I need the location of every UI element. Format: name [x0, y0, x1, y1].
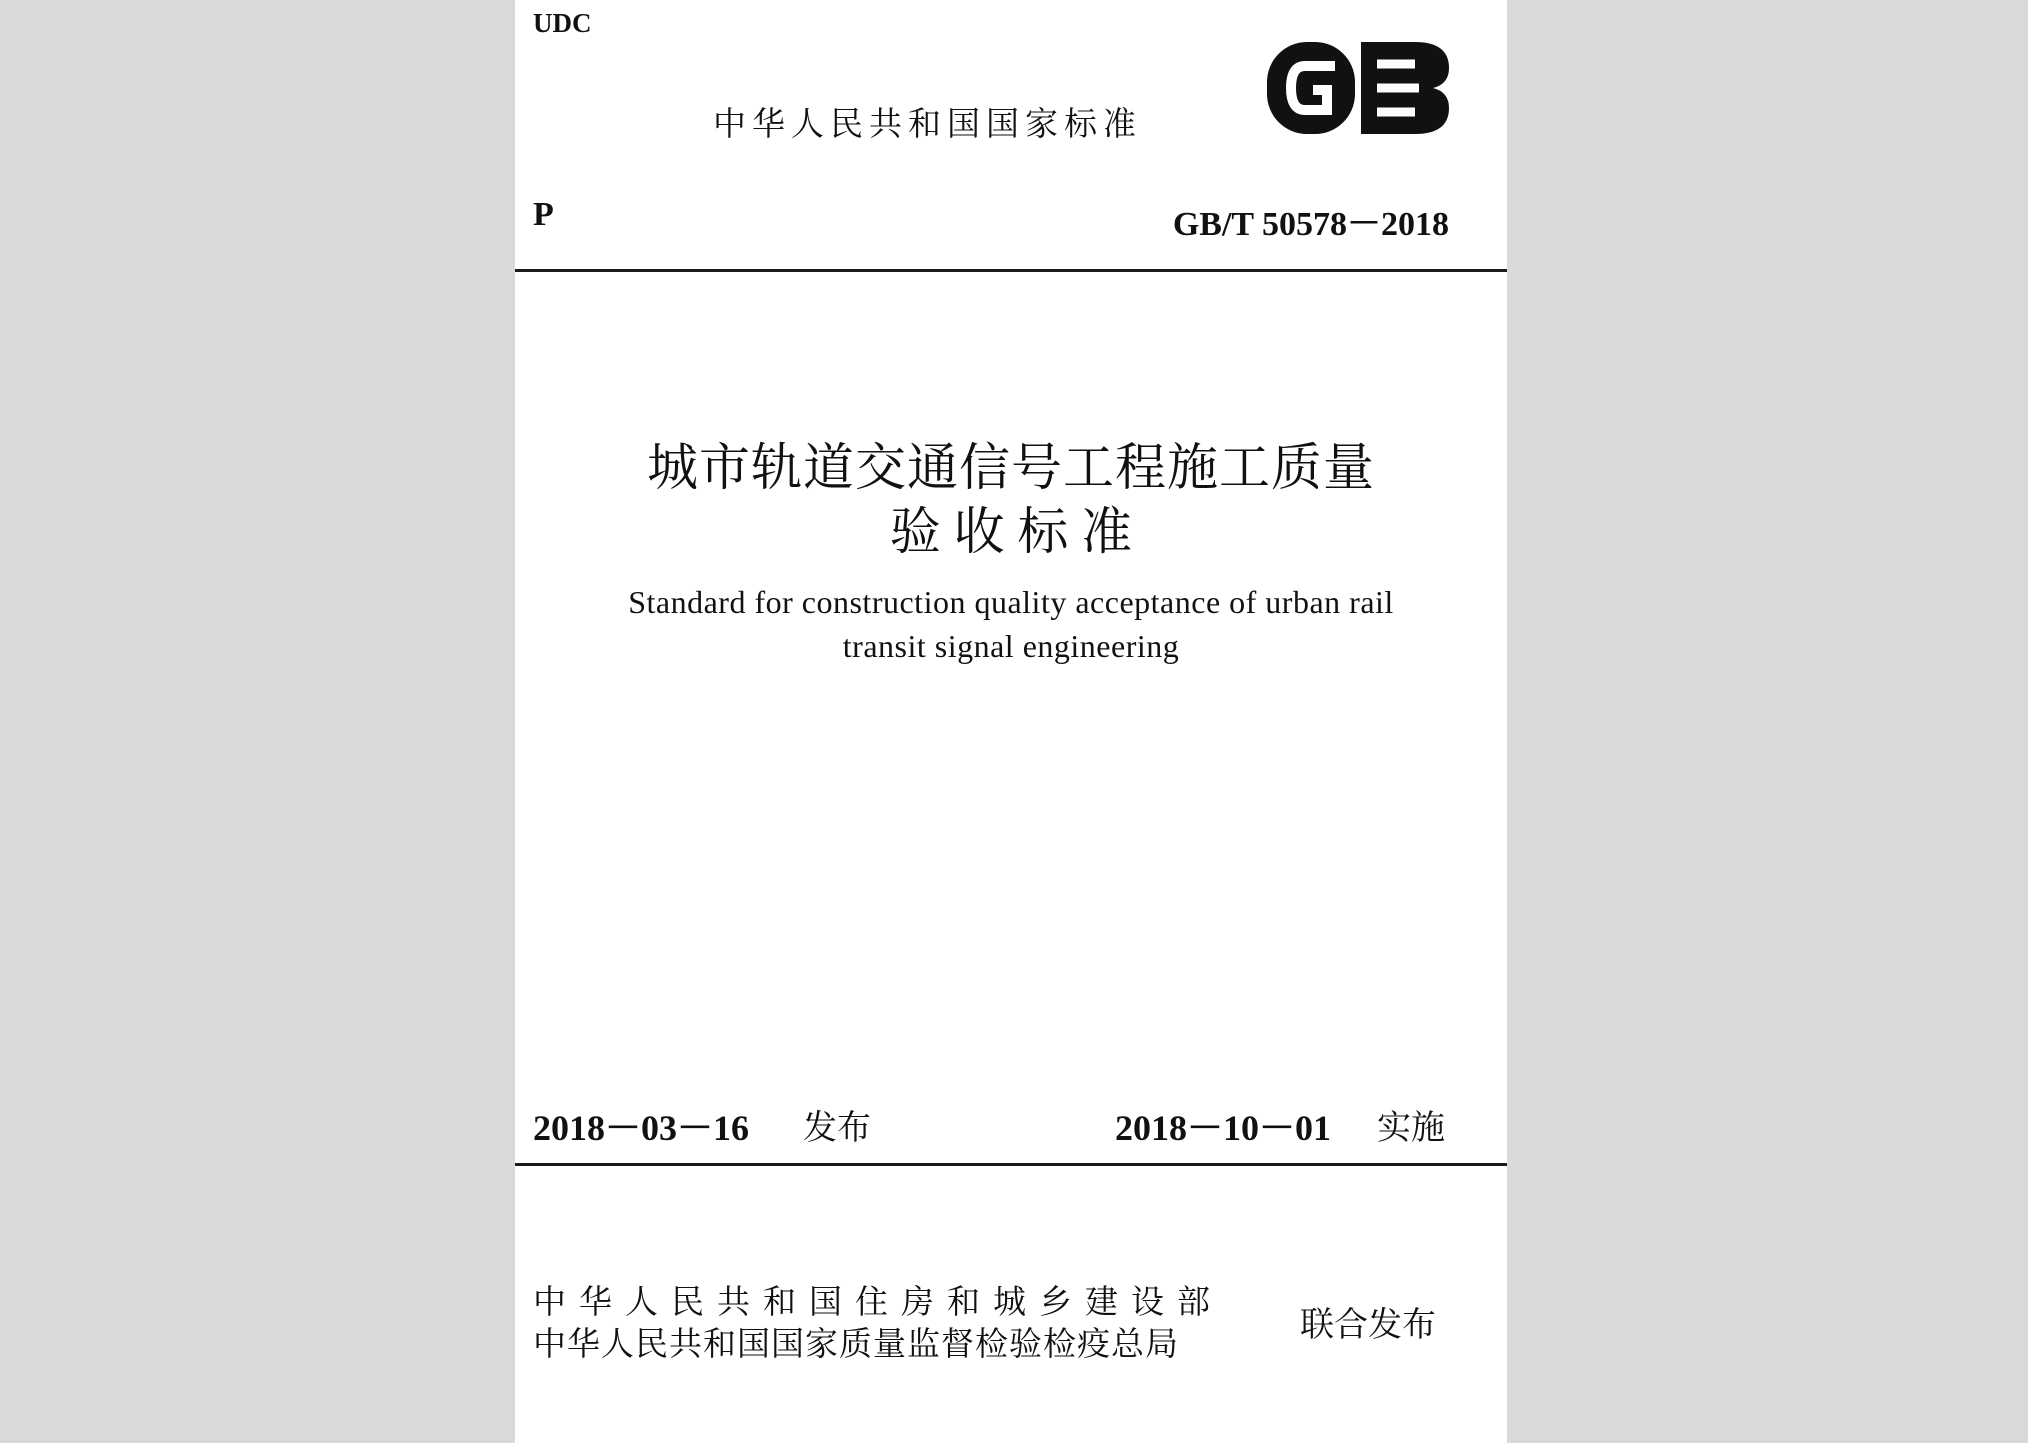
- issuer-quality-inspection: 中华人民共和国国家质量监督检验检疫总局: [533, 1324, 1179, 1363]
- effective-date: 2018－10－01: [1115, 1108, 1332, 1148]
- standard-number: GB/T 50578－2018: [1172, 206, 1449, 243]
- effective-label: 实施: [1377, 1108, 1445, 1148]
- title-zh-line1: 城市轨道交通信号工程施工质量: [646, 441, 1375, 497]
- gb-logo: [1265, 40, 1451, 136]
- dates-divider: [515, 1163, 1507, 1166]
- header-divider: [515, 269, 1507, 272]
- title-en-line2: transit signal engineering: [842, 628, 1180, 664]
- issue-label: 发布: [803, 1108, 871, 1148]
- national-standard-heading: 中华人民共和国国家标准: [713, 104, 1142, 143]
- title-zh-line2: 验 收 标 准: [889, 505, 1133, 561]
- issuer-ministry-housing: 中华人民共和国住房和城乡建设部: [533, 1282, 1223, 1321]
- joint-issue-label: 联合发布: [1300, 1305, 1436, 1345]
- issue-date: 2018－03－16: [533, 1108, 750, 1148]
- document-page: [515, 0, 1507, 1443]
- udc-label: UDC: [533, 8, 592, 38]
- classification-code: P: [533, 196, 554, 233]
- title-en-line1: Standard for construction quality acceptance of urban rail: [628, 584, 1394, 620]
